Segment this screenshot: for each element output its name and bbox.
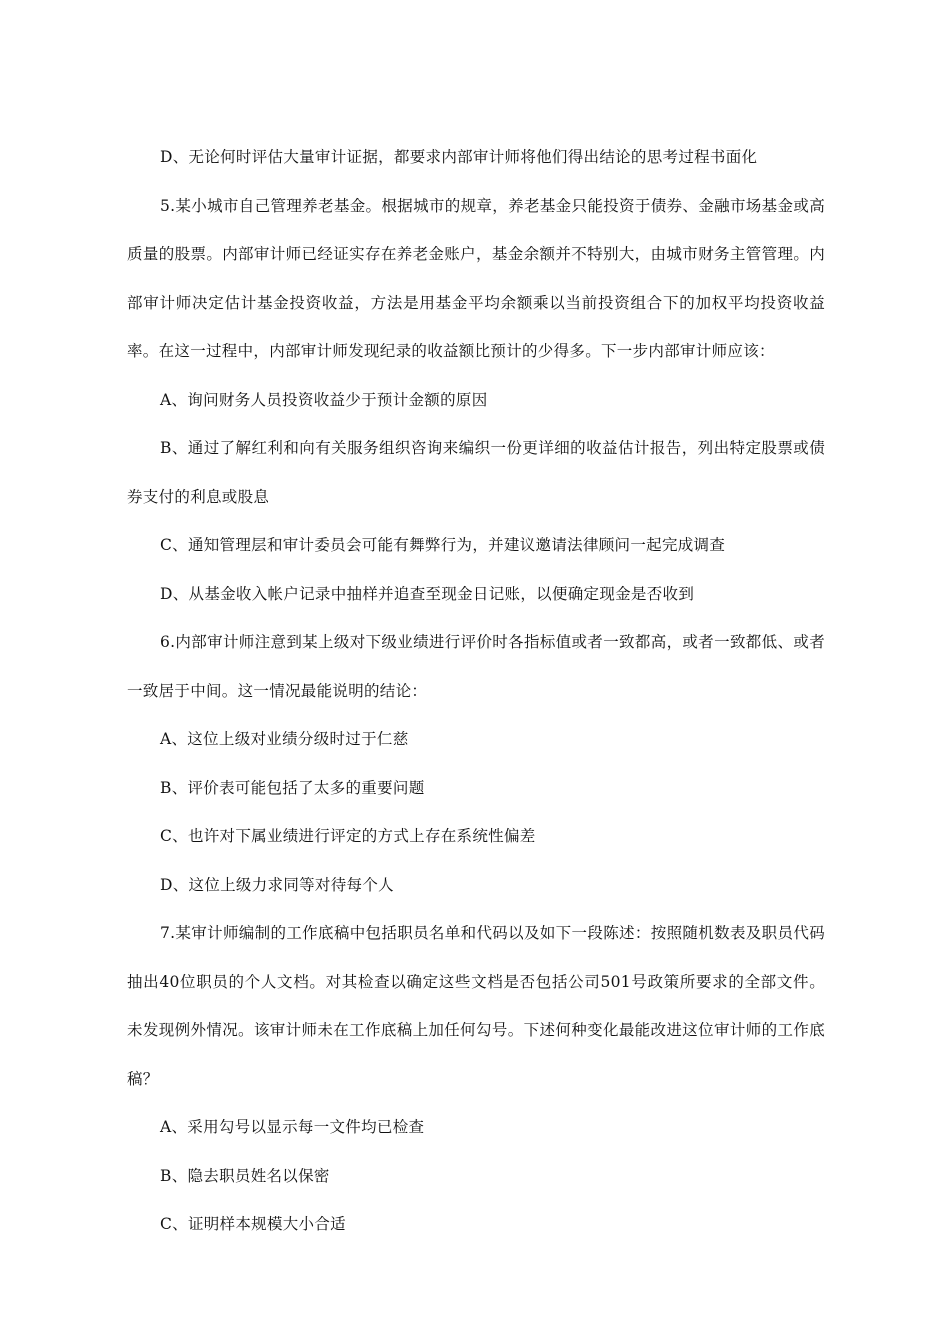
- option-a-q6: A、这位上级对业绩分级时过于仁慈: [160, 730, 409, 748]
- option-a-q7: A、采用勾号以显示每一文件均已检查: [160, 1118, 425, 1136]
- option-d-q4: D、无论何时评估大量审计证据，都要求内部审计师将他们得出结论的思考过程书面化: [160, 148, 758, 166]
- option-c-q5: C、通知管理层和审计委员会可能有舞弊行为，并建议邀请法律顾问一起完成调查: [160, 536, 726, 554]
- option-b-q5: B、通过了解红利和向有关服务组织咨询来编织一份更详细的收益估计报告，列出特定股票或债券支付的利息或股息: [127, 439, 825, 506]
- document-body: [127, 133, 825, 1249]
- option-b-q6: B、评价表可能包括了太多的重要问题: [160, 778, 425, 797]
- option-c-q6: C、也许对下属业绩进行评定的方式上存在系统性偏差: [160, 827, 536, 845]
- question-5: 5.某小城市自己管理养老基金。根据城市的规章，养老基金只能投资于债券、金融市场基金或高质量的股票。内部审计师已经证实存在养老金账户，基金余额并不特别大，由城市财务主管管理。内部审计师决定估计基金投资收益，方法是用基金平均余额乘以当前投资组合下的加权平均投资收益率。在这一过程中，内部审计师发现纪录的收益额比预计的少得多。下一步内部审计师应该：: [127, 196, 825, 360]
- question-7: 7.某审计师编制的工作底稿中包括职员名单和代码以及如下一段陈述：按照随机数表及职员代码抽出40位职员的个人文档。对其检查以确定这些文档是否包括公司501号政策所要求的全部文件。未发现例外情况。该审计师未在工作底稿上加任何勾号。下述何种变化最能改进这位审计师的工作底稿？: [127, 924, 825, 1088]
- option-b-q7: B、隐去职员姓名以保密: [160, 1166, 330, 1185]
- option-a-q5: A、询问财务人员投资收益少于预计金额的原因: [160, 390, 488, 409]
- option-c-q7: C、证明样本规模大小合适: [160, 1215, 346, 1233]
- question-6: 6.内部审计师注意到某上级对下级业绩进行评价时各指标值或者一致都高，或者一致都低、或者一致居于中间。这一情况最能说明的结论：: [127, 633, 825, 700]
- option-d-q5: D、从基金收入帐户记录中抽样并追查至现金日记账，以便确定现金是否收到: [160, 584, 695, 603]
- option-d-q6: D、这位上级力求同等对待每个人: [160, 875, 394, 894]
